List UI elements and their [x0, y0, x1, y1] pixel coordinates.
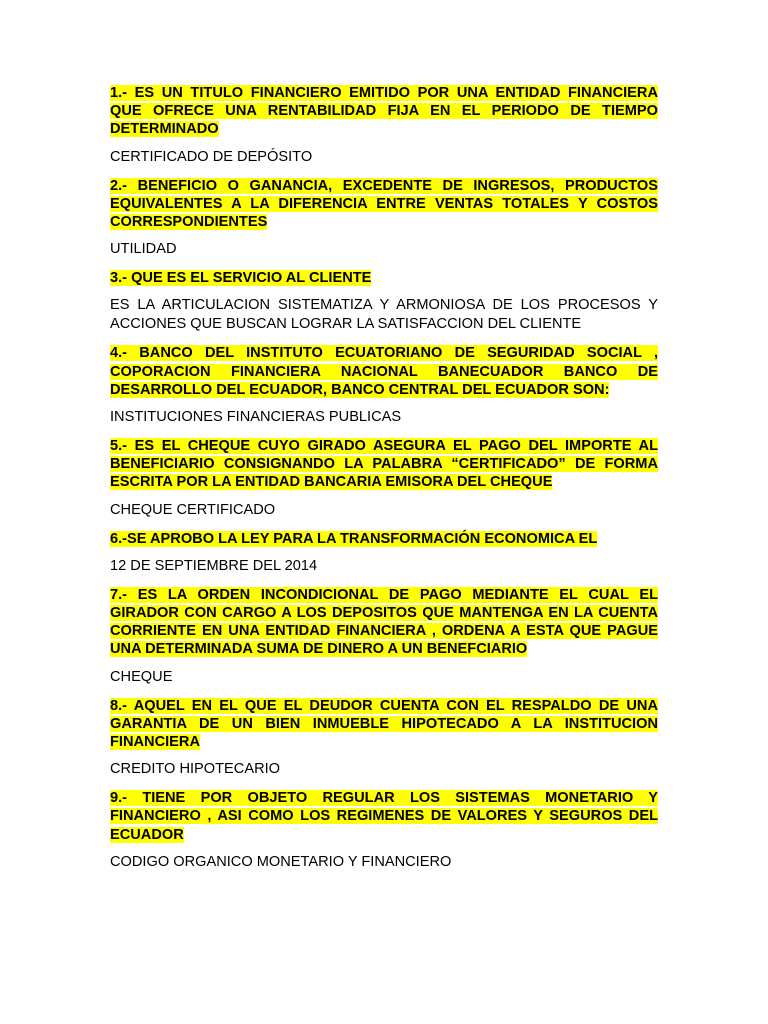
question-4-highlight: 4.- BANCO DEL INSTITUTO ECUATORIANO DE SEGURIDAD SOCIAL , COPORACION FINANCIERA NACIONAL BANECUADOR BANCO DE DESARROLLO DEL ECUADOR, BANCO CENTRAL DEL ECUADOR SON:	[110, 345, 658, 398]
answer-5: CHEQUE CERTIFICADO	[110, 501, 276, 518]
question-8-highlight: 8.- AQUEL EN EL QUE EL DEUDOR CUENTA CON EL RESPALDO DE UNA GARANTIA DE UN BIEN INMUEBLE HIPOTECADO A LA INSTITUCION FINANCIERA	[110, 697, 658, 751]
question-7-highlight: 7.- ES LA ORDEN INCONDICIONAL DE PAGO MEDIANTE EL CUAL EL GIRADOR CON CARGO A LOS DEPOSITOS QUE MANTENGA EN LA CUENTA CORRIENTE EN UNA ENTIDAD FINANCIERA , ORDENA A ESTA QUE PAGUE UNA DETERMINADA SUMA DE DINERO A UN BENEFCIARIO	[110, 586, 658, 658]
question-9	[110, 789, 658, 844]
question-8	[110, 697, 658, 752]
question-6	[110, 530, 658, 548]
qa-item-3	[110, 269, 658, 334]
qa-item-2	[110, 177, 658, 260]
question-6-highlight: 6.-SE APROBO LA LEY PARA LA TRANSFORMACIÓN ECONOMICA EL	[110, 530, 598, 547]
qa-item-6	[110, 530, 658, 576]
qa-item-4	[110, 344, 658, 427]
document-page	[110, 84, 658, 882]
question-2	[110, 177, 658, 232]
question-5	[110, 437, 658, 492]
answer-4: INSTITUCIONES FINANCIERAS PUBLICAS	[110, 409, 402, 426]
qa-item-9	[110, 789, 658, 872]
qa-item-8	[110, 697, 658, 780]
question-1	[110, 84, 658, 139]
qa-item-5	[110, 437, 658, 520]
question-7	[110, 586, 658, 659]
answer-3: ES LA ARTICULACION SISTEMATIZA Y ARMONIOSA DE LOS PROCESOS Y ACCIONES QUE BUSCAN LOGRAR LA SATISFACCION DEL CLIENTE	[110, 297, 658, 333]
question-3	[110, 269, 658, 287]
question-9-highlight: 9.- TIENE POR OBJETO REGULAR LOS SISTEMAS MONETARIO Y FINANCIERO , ASI COMO LOS REGIMENES DE VALORES Y SEGUROS DEL ECUADOR	[110, 790, 658, 843]
answer-2: UTILIDAD	[110, 241, 177, 258]
question-3-highlight: 3.- QUE ES EL SERVICIO AL CLIENTE	[110, 270, 372, 287]
question-5-highlight: 5.- ES EL CHEQUE CUYO GIRADO ASEGURA EL PAGO DEL IMPORTE AL BENEFICIARIO CONSIGNANDO LA PALABRA “CERTIFICADO” DE FORMA ESCRITA POR LA ENTIDAD BANCARIA EMISORA DEL CHEQUE	[110, 438, 658, 491]
answer-8: CREDITO HIPOTECARIO	[110, 761, 281, 778]
question-1-highlight: 1.- ES UN TITULO FINANCIERO EMITIDO POR UNA ENTIDAD FINANCIERA QUE OFRECE UNA RENTABILIDAD FIJA EN EL PERIODO DE TIEMPO DETERMINADO	[110, 85, 658, 138]
question-2-highlight: 2.- BENEFICIO O GANANCIA, EXCEDENTE DE INGRESOS, PRODUCTOS EQUIVALENTES A LA DIFERENCIA ENTRE VENTAS TOTALES Y COSTOS CORRESPONDIENTES	[110, 177, 658, 231]
answer-6: 12 DE SEPTIEMBRE DEL 2014	[110, 557, 318, 574]
answer-7: CHEQUE	[110, 668, 173, 685]
qa-item-1	[110, 84, 658, 167]
question-4	[110, 344, 658, 399]
answer-1: CERTIFICADO DE DEPÓSITO	[110, 148, 313, 165]
qa-item-7	[110, 586, 658, 687]
answer-9: CODIGO ORGANICO MONETARIO Y FINANCIERO	[110, 853, 452, 870]
